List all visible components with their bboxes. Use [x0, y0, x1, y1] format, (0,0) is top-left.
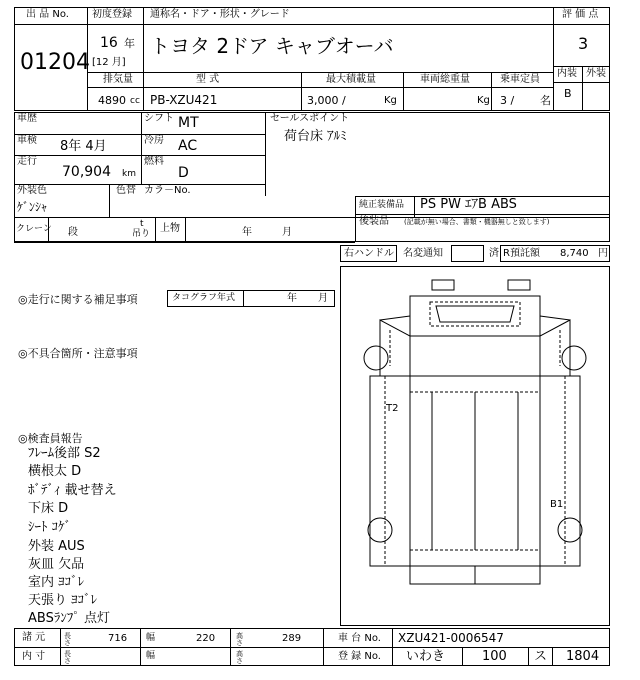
divider: [462, 647, 463, 666]
reg-area: いわき: [406, 649, 446, 664]
recycle-deposit-value: 8,740: [560, 248, 589, 259]
tacho-month: 月: [318, 293, 328, 304]
height-value: 289: [282, 633, 302, 644]
inspector-label: ◎検査員報告: [18, 432, 83, 445]
divider: [14, 134, 265, 135]
divider: [87, 72, 553, 73]
mileage-value: 70,904: [62, 164, 111, 180]
interior-grade: B: [564, 87, 572, 100]
divider: [109, 184, 110, 217]
crane-ton: t: [140, 219, 144, 229]
equipment-value: PS PW ｴｱB ABS: [420, 197, 517, 212]
first-reg-year-unit: 年: [124, 37, 135, 50]
inspection-label: 車検: [17, 135, 37, 146]
crane-stage: 段: [68, 227, 78, 238]
recycle-unit: 円: [598, 248, 608, 259]
history-label: 車歴: [17, 113, 37, 124]
max-load-label: 最大積載量: [326, 74, 376, 85]
inspector-item: 室内 ﾖｺﾞﾚ: [28, 575, 85, 590]
gross-weight-label: 車両総重量: [420, 74, 470, 85]
max-load-unit: Kg: [384, 95, 397, 106]
reg-class: 100: [482, 649, 507, 664]
color-no-label: カラ－No.: [144, 185, 191, 196]
divider: [87, 24, 553, 25]
lot-label: 出 品 No.: [26, 9, 69, 20]
wheel-icon: [364, 346, 388, 370]
sales-point-label: セールスポイント: [270, 113, 350, 124]
wheel-icon: [368, 518, 392, 542]
mirror-left-icon: [432, 280, 454, 290]
chassis-label: 車 台 No.: [338, 633, 381, 644]
crane-label: クレーン: [16, 224, 52, 234]
height-label: 高さ: [236, 632, 243, 647]
wheel-icon: [562, 346, 586, 370]
mileage-unit: km: [122, 169, 136, 179]
displacement-unit: cc: [130, 96, 140, 106]
wheel-icon: [558, 518, 582, 542]
divider: [14, 24, 87, 25]
inspector-item: 外装 AUS: [28, 539, 85, 554]
divider: [155, 217, 156, 242]
length-label-2: 長さ: [64, 650, 71, 665]
attachments-label: 後装品: [359, 216, 389, 227]
reg-number: 1804: [566, 649, 600, 664]
length-value: 716: [108, 633, 128, 644]
inspector-item: ABSﾗﾝﾌﾟ 点灯: [28, 611, 110, 626]
inspector-item: 天張り ﾖｺﾞﾚ: [28, 593, 98, 608]
divider: [491, 72, 492, 111]
inspector-item: 灰皿 欠品: [28, 557, 85, 572]
upper-label: 上物: [160, 223, 180, 234]
divider: [243, 290, 244, 307]
reg-kana: ス: [534, 649, 548, 664]
first-reg-month: [12 月]: [92, 57, 126, 68]
fuel-label: 燃料: [144, 156, 164, 167]
divider: [87, 87, 553, 88]
name-change-box: [451, 245, 484, 262]
grade-value: 3: [578, 34, 589, 53]
inspector-item: ｼｰﾄ ｺｹﾞ: [28, 520, 72, 535]
first-reg-label: 初度登録: [92, 9, 132, 20]
specs-label: 諸 元: [22, 632, 46, 643]
divider: [140, 628, 141, 666]
ac-label: 冷房: [144, 135, 164, 146]
color-label: 外装色: [17, 185, 47, 196]
fuel-value: D: [178, 165, 189, 181]
divider: [60, 628, 61, 666]
height-label-2: 高さ: [236, 650, 243, 665]
defects-label: ◎不具合箇所・注意事項: [18, 347, 138, 360]
type-label: 型 式: [196, 74, 220, 85]
attachments-note: (記載が無い場合、書類・機器無しと致します): [404, 218, 550, 226]
truck-diagram: [340, 266, 610, 626]
name-change-label: 名変通知: [403, 248, 443, 259]
recycle-done: 済: [489, 248, 499, 259]
reg-label: 登 録 No.: [338, 651, 381, 662]
ac-value: AC: [178, 138, 198, 154]
divider: [553, 7, 554, 111]
interior-label: 内装: [557, 68, 577, 79]
divider: [265, 112, 266, 196]
recycle-deposit-label: R預託額: [503, 248, 540, 259]
damage-mark-b1: B1: [550, 499, 564, 510]
mirror-right-icon: [508, 280, 530, 290]
max-load-value: 3,000 /: [307, 94, 346, 107]
divider: [141, 112, 142, 184]
equipment-label: 純正装備品: [359, 200, 405, 210]
first-reg-year: 16: [100, 35, 118, 51]
divider: [528, 647, 529, 666]
right-handle: 右ハンドル: [344, 248, 394, 259]
divider: [355, 196, 356, 242]
inspection-value: 8年 4月: [60, 139, 107, 154]
divider: [14, 647, 610, 648]
displacement-value: 4890: [98, 94, 126, 107]
divider: [301, 72, 302, 111]
car-name: トヨタ 2ドア キャブオーバ: [150, 34, 394, 58]
divider: [323, 628, 324, 666]
divider: [355, 214, 610, 215]
width-value: 220: [196, 633, 216, 644]
divider: [553, 82, 610, 83]
inspector-item: ﾎﾞﾃﾞｨ 載せ替え: [28, 483, 117, 498]
dims-label: 内 寸: [22, 651, 46, 662]
divider: [414, 196, 415, 217]
type-value: PB-XZU421: [150, 93, 218, 107]
inspector-item: ﾌﾚｰﾑ後部 S2: [28, 446, 101, 461]
divider: [14, 184, 265, 185]
mileage-label: 走行: [17, 156, 37, 167]
lot-number: 01204: [20, 50, 90, 75]
displacement-label: 排気量: [103, 74, 133, 85]
shift-value: MT: [178, 115, 199, 131]
gross-weight-unit: Kg: [477, 95, 490, 106]
divider: [185, 217, 186, 242]
divider: [143, 7, 144, 72]
exterior-label: 外装: [586, 68, 606, 79]
shift-label: シフト: [144, 113, 174, 124]
crane-lift: 吊り: [132, 229, 151, 239]
inspector-item: 横根太 D: [28, 464, 82, 479]
capacity-value: 3 /: [500, 94, 515, 107]
sales-point-value: 荷台床 ｱﾙﾐ: [284, 129, 347, 144]
divider: [552, 647, 553, 666]
length-label: 長さ: [64, 632, 71, 647]
divider: [14, 155, 265, 156]
damage-mark-t2: T2: [386, 403, 399, 414]
divider: [143, 72, 144, 111]
divider: [553, 24, 610, 25]
divider: [230, 628, 231, 666]
grade-label: 評 価 点: [562, 9, 599, 20]
chassis-value: XZU421-0006547: [398, 631, 504, 645]
upper-month: 月: [282, 227, 292, 238]
divider: [392, 628, 393, 666]
width-label: 幅: [146, 633, 156, 643]
model-name-label: 通称名・ドア・形状・グレード: [150, 9, 290, 20]
capacity-label: 乗車定員: [500, 74, 540, 85]
inspector-item: 下床 D: [28, 501, 69, 516]
tachograph-label: タコグラフ年式: [172, 293, 236, 303]
divider: [403, 72, 404, 111]
capacity-unit: 名: [540, 94, 551, 107]
tacho-year: 年: [287, 293, 297, 304]
divider: [14, 242, 355, 243]
width-label-2: 幅: [146, 651, 156, 661]
color-value: ｹﾞﾝｼｬ: [17, 200, 48, 214]
upper-year: 年: [242, 227, 252, 238]
driving-notes-label: ◎走行に関する補足事項: [18, 293, 138, 306]
color-code-label: 色替: [116, 185, 136, 196]
divider: [582, 66, 583, 111]
